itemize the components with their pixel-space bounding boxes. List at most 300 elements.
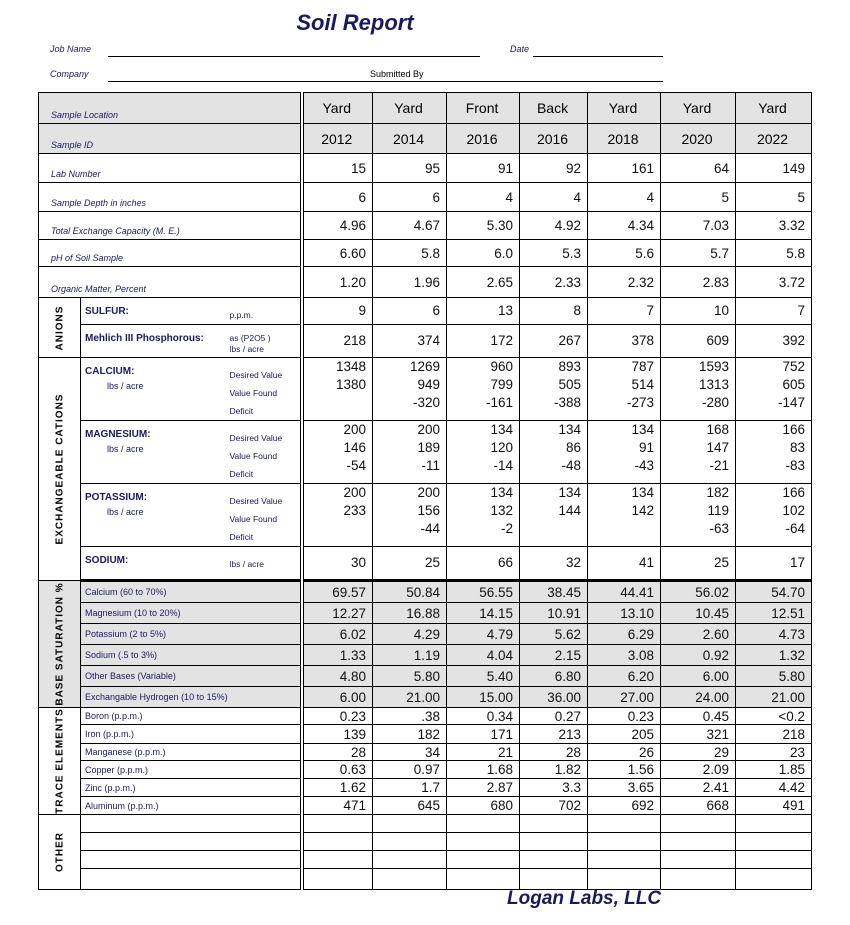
value-line: -64 [785,521,806,536]
section-title: BASE SATURATION % [54,582,65,706]
date-label: Date [510,44,530,54]
table-row [39,240,812,267]
table-row [39,687,812,708]
value-line: 144 [558,503,582,518]
value-line: 7 [646,303,655,318]
value-cell: 4.73 [736,624,812,645]
value-line: 9 [358,303,367,318]
value-cell: 2.87 [447,779,520,797]
value-cell: 692 [588,797,661,815]
section-label [39,298,81,358]
value-line: -43 [634,458,655,473]
value-cell: Yard [302,93,373,124]
value-cell [302,484,373,547]
value-cell: 2.60 [661,624,736,645]
value-cell [588,421,661,484]
value-cell [736,484,812,547]
value-cell: 182 [373,725,447,744]
value-line: 392 [782,333,806,348]
value-cell[interactable] [520,869,588,890]
row-units [226,298,302,325]
value-cell[interactable] [302,869,373,890]
section-title: ANIONS [54,305,65,350]
value-line: 374 [417,333,441,348]
value-line: -2 [501,521,514,536]
value-cell [520,421,588,484]
row-sub: lbs / acre [107,507,144,517]
value-line: 91 [639,440,655,455]
value-cell: 6.80 [520,666,588,687]
value-line: -63 [709,521,730,536]
value-cell[interactable] [447,815,520,833]
value-cell: 56.02 [661,581,736,603]
unit-label: Deficit [229,469,254,479]
row-units [226,325,302,358]
value-cell: 6.0 [447,240,520,267]
value-cell[interactable] [373,851,447,869]
value-cell: 5.6 [588,240,661,267]
value-cell [520,325,588,358]
value-line: -161 [486,395,514,410]
value-cell[interactable] [661,851,736,869]
company-field[interactable] [108,81,663,82]
value-cell: 21.00 [736,687,812,708]
table-row [39,154,812,183]
value-cell: 1.33 [302,645,373,666]
value-cell: 1.32 [736,645,812,666]
value-cell: 36.00 [520,687,588,708]
value-line: 10 [714,303,730,318]
value-cell [447,484,520,547]
value-cell: 6.02 [302,624,373,645]
value-line: 102 [782,503,806,518]
table-row [39,421,812,484]
table-row [39,761,812,779]
value-cell [373,298,447,325]
value-line: -388 [554,395,582,410]
value-cell: 218 [736,725,812,744]
row-name [81,484,226,547]
value-cell[interactable] [588,833,661,851]
job-name-field[interactable] [108,56,480,57]
value-cell[interactable] [661,833,736,851]
value-cell: 95 [373,154,447,183]
value-cell[interactable] [736,815,812,833]
value-cell[interactable] [373,869,447,890]
unit-label: Deficit [229,406,254,416]
table-row [39,833,812,851]
table-row [39,666,812,687]
value-cell: <0.2 [736,708,812,725]
table-row [39,725,812,744]
value-line: 787 [631,359,655,374]
value-cell: 491 [736,797,812,815]
value-line: 134 [490,485,514,500]
value-cell: 2012 [302,124,373,154]
value-cell [736,421,812,484]
value-cell: 92 [520,154,588,183]
value-cell[interactable] [661,815,736,833]
value-cell: 3.65 [588,779,661,797]
value-line: 25 [714,555,730,570]
value-cell[interactable] [588,851,661,869]
value-cell: 5.62 [520,624,588,645]
value-cell: 1.96 [373,267,447,298]
value-cell: 3.72 [736,267,812,298]
section-title: OTHER [54,832,65,872]
value-line: 147 [706,440,730,455]
value-cell: 34 [373,744,447,761]
value-cell [736,325,812,358]
value-line: 7 [797,303,806,318]
unit-label: lbs / acre [229,559,264,569]
value-line: 134 [631,422,655,437]
value-line: 168 [706,422,730,437]
value-line: 17 [790,555,806,570]
value-cell: 50.84 [373,581,447,603]
value-line: 119 [707,503,730,518]
value-cell [588,298,661,325]
value-cell: 5.80 [373,666,447,687]
value-cell: 5.8 [736,240,812,267]
value-cell: 15 [302,154,373,183]
value-cell: 21.00 [373,687,447,708]
row-label: Sample ID [39,124,302,154]
value-cell [447,298,520,325]
value-cell: 2.09 [661,761,736,779]
value-cell: 0.63 [302,761,373,779]
value-cell: .38 [373,708,447,725]
value-cell: 6 [373,183,447,212]
section-label [39,708,81,815]
value-cell: Yard [373,93,447,124]
table-row [39,779,812,797]
value-cell: 161 [588,154,661,183]
row-label: pH of Soil Sample [39,240,302,267]
row-name-text: SULFUR: [85,306,129,317]
value-line: -147 [778,395,806,410]
value-cell [736,298,812,325]
value-cell: 171 [447,725,520,744]
value-cell[interactable] [661,869,736,890]
job-name-label: Job Name [50,44,92,54]
value-line: 1269 [409,359,441,374]
value-cell [373,421,447,484]
company-label: Company [50,69,89,79]
value-cell: 12.27 [302,603,373,624]
value-line: 505 [558,377,582,392]
value-cell: 14.15 [447,603,520,624]
value-line: 120 [490,440,514,455]
value-cell: 0.23 [302,708,373,725]
value-cell: 2.83 [661,267,736,298]
row-name: Copper (p.p.m.) [81,761,302,779]
value-cell: 6.29 [588,624,661,645]
value-cell: 6.00 [302,687,373,708]
table-row [39,851,812,869]
value-cell: 4 [520,183,588,212]
value-line: 41 [639,555,655,570]
row-label: Sample Depth in inches [39,183,302,212]
section-label [39,815,81,890]
value-cell: 5.30 [447,212,520,240]
table-row [39,581,812,603]
value-cell: 2.15 [520,645,588,666]
value-cell: 5 [661,183,736,212]
value-cell: 4 [447,183,520,212]
value-cell: 28 [520,744,588,761]
unit-label: Desired Value [229,433,283,443]
value-cell: 645 [373,797,447,815]
value-cell: 4.79 [447,624,520,645]
value-line: -21 [709,458,730,473]
table-row [39,298,812,325]
value-cell: 15.00 [447,687,520,708]
value-cell: 27.00 [588,687,661,708]
value-cell [302,421,373,484]
row-name [81,421,226,484]
value-cell[interactable] [736,869,812,890]
table-row [39,815,812,833]
value-line: 1380 [335,377,367,392]
value-cell: 5.40 [447,666,520,687]
value-line: -320 [413,395,441,410]
value-cell: 12.51 [736,603,812,624]
value-cell: 4.42 [736,779,812,797]
row-label: Sample Location [39,93,302,124]
row-name: Zinc (p.p.m.) [81,779,302,797]
row-name-text: Mehlich III Phosphorous: [85,333,204,344]
row-name-text: SODIUM: [85,555,129,566]
soil-report-table [38,92,812,890]
value-cell: 702 [520,797,588,815]
value-line: 86 [566,440,582,455]
value-line: -280 [702,395,730,410]
row-name: Calcium (60 to 70%) [81,581,302,603]
value-cell: 1.82 [520,761,588,779]
value-cell: 10.45 [661,603,736,624]
value-cell: 1.68 [447,761,520,779]
value-cell: 0.45 [661,708,736,725]
value-cell: 44.41 [588,581,661,603]
value-cell [736,547,812,581]
value-line [524,520,581,538]
table-row [39,645,812,666]
section-title: EXCHANGEABLE CATIONS [54,393,65,545]
row-label: Total Exchange Capacity (M. E.) [39,212,302,240]
value-cell: 4 [588,183,661,212]
row-name [81,325,226,358]
value-cell: 1.62 [302,779,373,797]
value-cell [588,484,661,547]
value-cell [302,298,373,325]
value-cell[interactable] [373,815,447,833]
value-cell[interactable] [588,869,661,890]
value-cell: 5 [736,183,812,212]
row-name: Magnesium (10 to 20%) [81,603,302,624]
value-line: 30 [351,555,367,570]
value-cell: 54.70 [736,581,812,603]
value-cell [373,358,447,421]
unit-label: Value Found [229,388,278,398]
value-line: 172 [490,333,514,348]
value-cell: 471 [302,797,373,815]
value-cell: 1.56 [588,761,661,779]
value-cell [302,325,373,358]
value-cell[interactable] [447,851,520,869]
value-cell: 4.80 [302,666,373,687]
value-line: 1348 [335,359,367,374]
row-name-text: MAGNESIUM: [85,429,151,440]
value-line: 156 [417,503,441,518]
value-cell: 213 [520,725,588,744]
value-line: 13 [498,303,514,318]
value-cell[interactable] [302,815,373,833]
table-row [39,93,812,124]
value-cell: 2.65 [447,267,520,298]
table-row [39,797,812,815]
unit-label: Desired Value [229,496,283,506]
unit-label: as (P2O5 ) [229,333,271,343]
table-row [39,124,812,154]
row-label: Organic Matter, Percent [39,267,302,298]
value-cell: 2022 [736,124,812,154]
value-cell: 28 [302,744,373,761]
value-cell [520,358,588,421]
value-cell [447,358,520,421]
value-cell[interactable] [447,833,520,851]
table-row [39,212,812,240]
value-cell: 4.96 [302,212,373,240]
value-line: 949 [417,377,441,392]
value-cell: 0.97 [373,761,447,779]
value-line: -14 [493,458,514,473]
value-cell: 38.45 [520,581,588,603]
table-row [39,484,812,547]
table-row [39,547,812,581]
value-cell[interactable] [302,833,373,851]
value-cell [447,325,520,358]
section-title: TRACE ELEMENTS [54,708,65,814]
value-line: 267 [558,333,582,348]
value-line: 514 [631,377,655,392]
value-line: 200 [343,422,367,437]
row-sub: lbs / acre [107,381,144,391]
value-cell: 3.08 [588,645,661,666]
value-line: 609 [706,333,730,348]
value-line: 83 [790,440,806,455]
value-cell [447,421,520,484]
row-name: Manganese (p.p.m.) [81,744,302,761]
value-cell[interactable] [520,833,588,851]
row-name [81,298,226,325]
value-line: 166 [782,485,806,500]
value-cell [373,484,447,547]
value-cell: 0.23 [588,708,661,725]
value-cell: Yard [661,93,736,124]
value-cell: 24.00 [661,687,736,708]
row-name: Iron (p.p.m.) [81,725,302,744]
row-label: Lab Number [39,154,302,183]
unit-label: Value Found [229,514,278,524]
value-cell[interactable] [302,851,373,869]
value-line: -11 [421,458,441,473]
value-line: 66 [498,555,514,570]
value-cell: 16.88 [373,603,447,624]
row-units [226,547,302,581]
value-cell [373,325,447,358]
date-field[interactable] [533,56,663,57]
value-cell[interactable] [736,851,812,869]
value-cell: 56.55 [447,581,520,603]
value-cell: 29 [661,744,736,761]
row-name: Aluminum (p.p.m.) [81,797,302,815]
value-line: -83 [785,458,806,473]
value-line: 200 [417,485,441,500]
value-cell[interactable] [447,869,520,890]
value-cell [520,298,588,325]
value-cell: 2.41 [661,779,736,797]
value-cell [661,547,736,581]
value-line: 893 [558,359,582,374]
value-cell: 4.29 [373,624,447,645]
value-cell: 680 [447,797,520,815]
value-cell: 4.04 [447,645,520,666]
value-cell: 5.3 [520,240,588,267]
value-line: 218 [343,333,367,348]
row-name: Potassium (2 to 5%) [81,624,302,645]
value-cell[interactable] [520,851,588,869]
value-cell: 668 [661,797,736,815]
value-cell: 139 [302,725,373,744]
value-cell: 2016 [447,124,520,154]
value-cell: 1.19 [373,645,447,666]
table-row [39,183,812,212]
value-line: 233 [343,503,367,518]
footer-company: Logan Labs, LLC [507,888,662,909]
submitted-by-label: Submitted By [370,69,424,79]
value-cell: 91 [447,154,520,183]
row-name [81,851,302,869]
value-cell[interactable] [520,815,588,833]
row-name-text: CALCIUM: [85,366,135,377]
value-line [592,520,654,538]
value-cell[interactable] [373,833,447,851]
value-cell[interactable] [588,815,661,833]
value-cell: 2.32 [588,267,661,298]
value-line: 134 [631,485,655,500]
value-cell [661,421,736,484]
value-cell [373,547,447,581]
value-cell[interactable] [736,833,812,851]
value-cell [588,547,661,581]
value-cell: 69.57 [302,581,373,603]
table-row [39,325,812,358]
row-name: Boron (p.p.m.) [81,708,302,725]
value-cell [736,358,812,421]
value-line: 132 [490,503,514,518]
row-units [226,484,302,547]
value-line: 146 [343,440,367,455]
value-line: 25 [425,555,441,570]
value-cell: 6.20 [588,666,661,687]
value-cell: 3.32 [736,212,812,240]
value-line: 134 [558,422,582,437]
value-line: 200 [343,485,367,500]
value-line: 6 [432,303,441,318]
value-line: 752 [782,359,806,374]
value-cell: 321 [661,725,736,744]
